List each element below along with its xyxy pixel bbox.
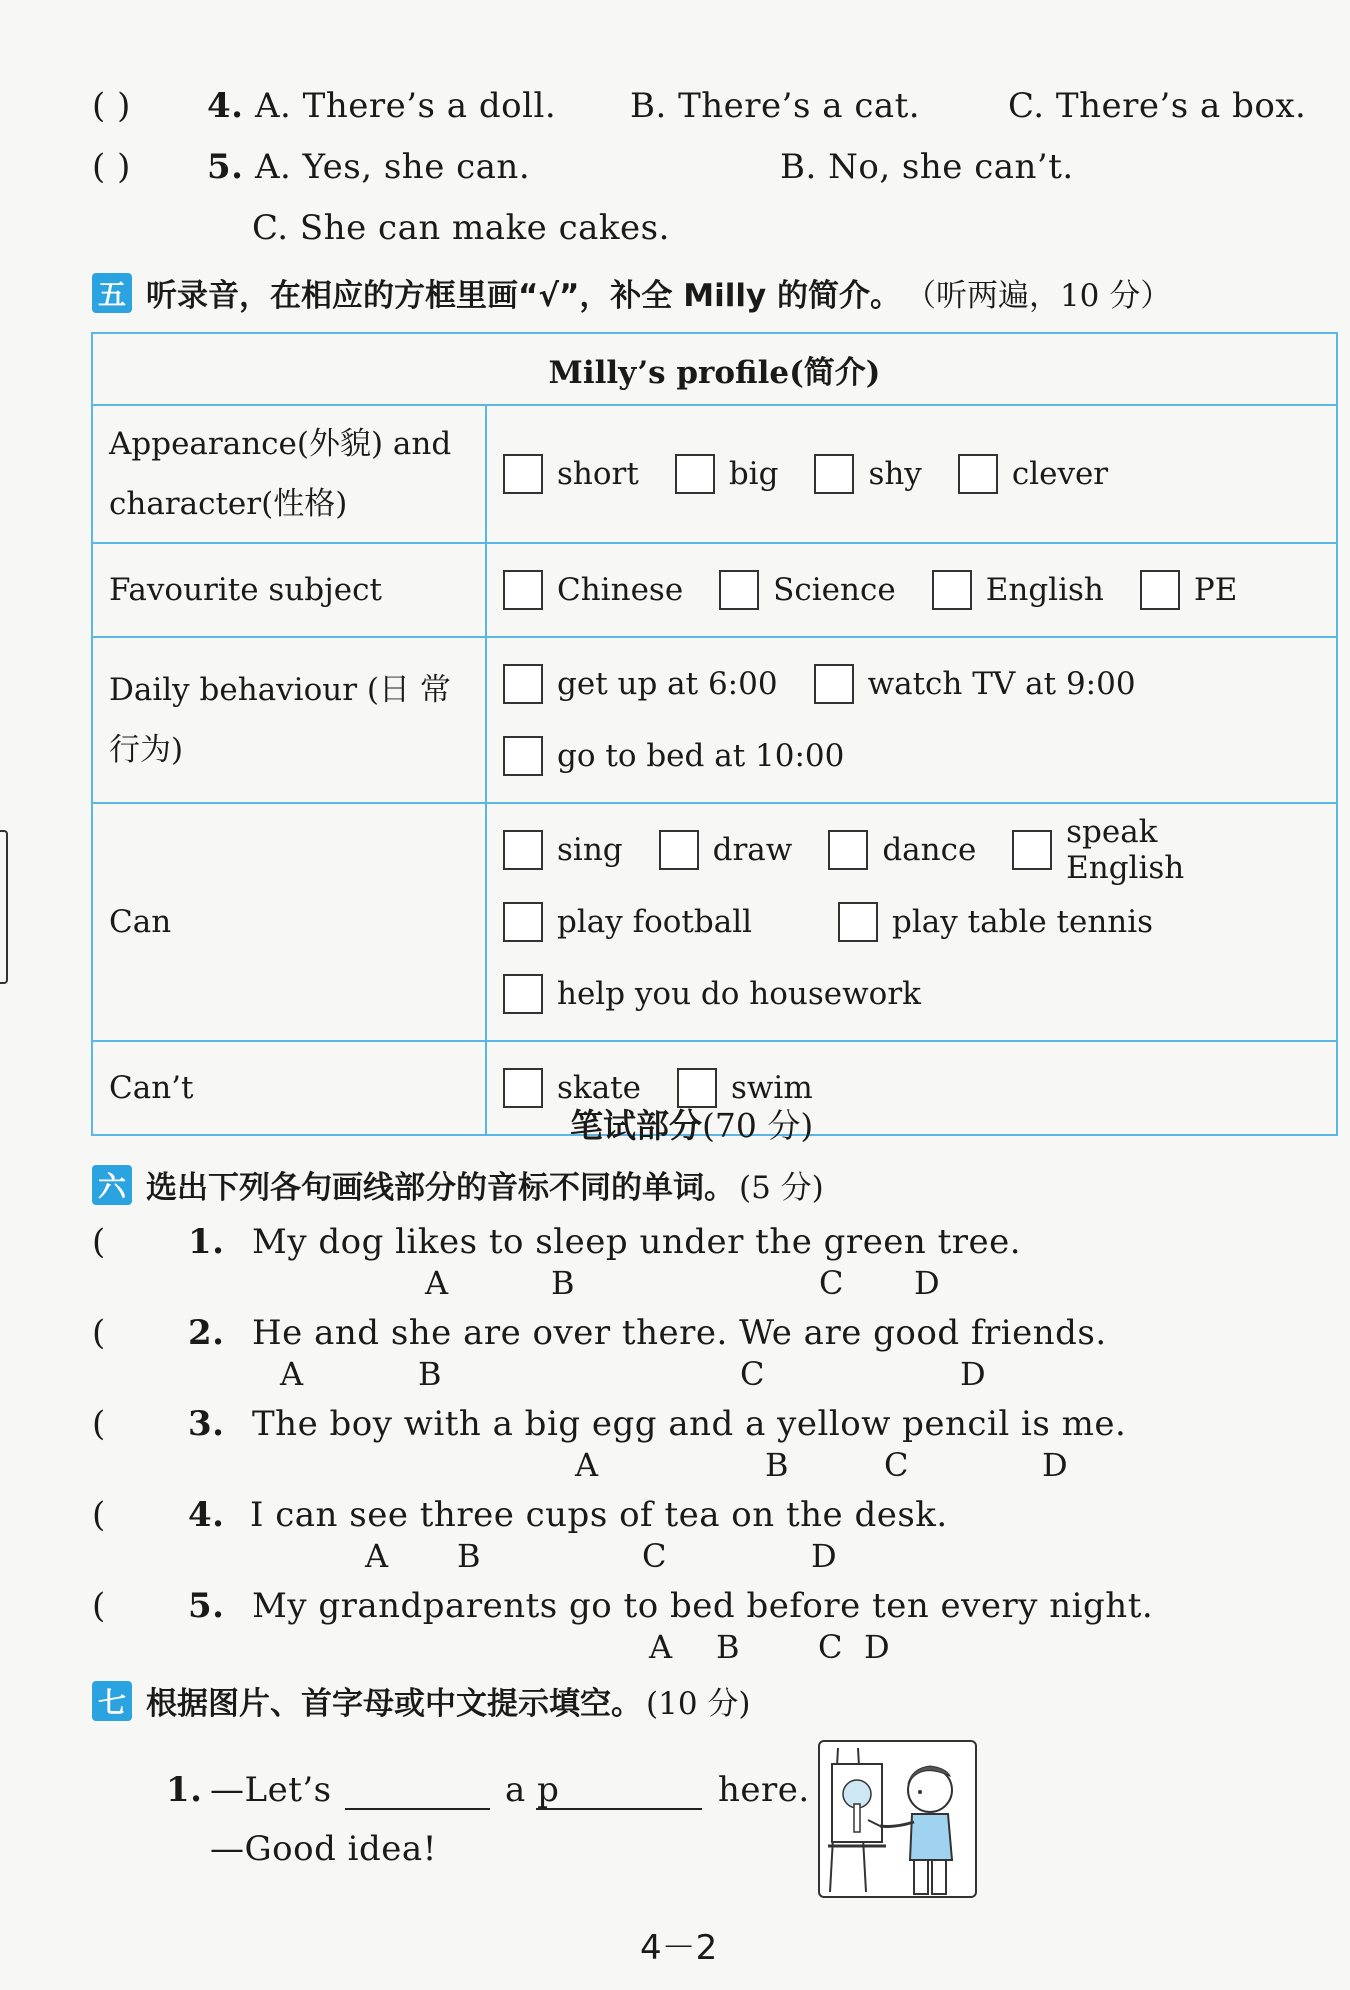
s7-q1-blank-1[interactable] bbox=[345, 1808, 490, 1810]
s6-q4-letter-a: A bbox=[365, 1537, 389, 1575]
s6-q3-sentence: The boy with a big egg and a yellow pencil is me. bbox=[252, 1404, 1127, 1444]
s7-q1-prompt-b: a p bbox=[505, 1770, 560, 1810]
question-5-option-b: B. No, she can’t. bbox=[780, 147, 1074, 187]
page-edge-tab bbox=[0, 830, 8, 984]
s6-q4-paren: ( bbox=[92, 1495, 106, 1535]
checkbox[interactable] bbox=[838, 902, 878, 942]
s6-q4-letter-c: C bbox=[642, 1537, 667, 1575]
s6-q2-letter-c: C bbox=[740, 1355, 765, 1393]
option-speak-english[interactable]: speak English bbox=[1012, 814, 1284, 886]
s6-q4-sentence: I can see three cups of tea on the desk. bbox=[250, 1495, 948, 1535]
option-help-housework[interactable]: help you do housework bbox=[503, 974, 921, 1014]
section-5-title: 听录音，在相应的方框里画“√”，补全 Milly 的简介。 bbox=[146, 278, 901, 314]
section-6-score: (5 分) bbox=[739, 1170, 824, 1206]
question-4-option-a: A. There’s a doll. bbox=[255, 86, 557, 126]
section-5-header bbox=[92, 270, 1171, 315]
checkbox[interactable] bbox=[1140, 570, 1180, 610]
row-cant-label: Can’t bbox=[92, 1041, 486, 1135]
option-sing[interactable]: sing bbox=[503, 830, 623, 870]
boy-painting-picture-icon bbox=[818, 1740, 977, 1898]
s6-q1-paren: ( bbox=[92, 1222, 106, 1262]
s6-q2-number: 2. bbox=[188, 1313, 225, 1353]
question-5-paren: ( ) bbox=[92, 147, 131, 187]
option-get-up[interactable]: get up at 6:00 bbox=[503, 664, 778, 704]
s6-q2-letter-a: A bbox=[280, 1355, 304, 1393]
page-number: 4－2 bbox=[640, 1928, 718, 1968]
s6-q4-number: 4. bbox=[188, 1495, 225, 1535]
s6-q3-letter-c: C bbox=[884, 1446, 909, 1484]
s7-q1-reply: —Good idea! bbox=[210, 1829, 437, 1869]
s6-q1-letter-d: D bbox=[914, 1264, 940, 1302]
section-7-title: 根据图片、首字母或中文提示填空。 bbox=[146, 1686, 642, 1722]
written-part-title: 笔试部分 bbox=[570, 1106, 702, 1145]
option-draw[interactable]: draw bbox=[659, 830, 793, 870]
checkbox[interactable] bbox=[814, 664, 854, 704]
s6-q5-letter-b: B bbox=[716, 1628, 740, 1666]
option-english[interactable]: English bbox=[932, 570, 1104, 610]
checkbox[interactable] bbox=[503, 902, 543, 942]
row-can-label: Can bbox=[92, 803, 486, 1041]
checkbox[interactable] bbox=[503, 830, 543, 870]
s6-q1-sentence: My dog likes to sleep under the green tree. bbox=[252, 1222, 1022, 1262]
option-science[interactable]: Science bbox=[719, 570, 896, 610]
option-play-football[interactable]: play football bbox=[503, 902, 752, 942]
section-6-header bbox=[92, 1162, 824, 1207]
s6-q1-letter-b: B bbox=[551, 1264, 575, 1302]
s6-q4-letter-d: D bbox=[811, 1537, 837, 1575]
checkbox[interactable] bbox=[814, 454, 854, 494]
checkbox[interactable] bbox=[503, 570, 543, 610]
s6-q1-letter-a: A bbox=[425, 1264, 449, 1302]
s6-q2-sentence: He and she are over there. We are good friends. bbox=[252, 1313, 1107, 1353]
section-5-score: （听两遍，10 分） bbox=[904, 278, 1172, 314]
written-part-heading bbox=[570, 1100, 813, 1147]
checkbox[interactable] bbox=[659, 830, 699, 870]
s6-q4-letter-b: B bbox=[457, 1537, 481, 1575]
question-4-number: 4. bbox=[207, 86, 244, 126]
option-dance[interactable]: dance bbox=[828, 830, 976, 870]
s6-q5-letter-d: D bbox=[864, 1628, 890, 1666]
section-7-score: (10 分) bbox=[646, 1686, 751, 1722]
s6-q2-letter-d: D bbox=[960, 1355, 986, 1393]
checkbox[interactable] bbox=[932, 570, 972, 610]
row-appearance-label: Appearance(外貌) and character(性格) bbox=[92, 405, 486, 543]
s6-q1-letter-c: C bbox=[819, 1264, 844, 1302]
s6-q2-letter-b: B bbox=[418, 1355, 442, 1393]
profile-table-title: Milly’s profile(简介) bbox=[92, 333, 1337, 405]
option-play-table-tennis[interactable]: play table tennis bbox=[838, 902, 1153, 942]
s7-q1-number: 1. bbox=[166, 1770, 203, 1810]
section-5-badge: 五 bbox=[92, 273, 132, 313]
s6-q2-paren: ( bbox=[92, 1313, 106, 1353]
section-7-badge: 七 bbox=[92, 1681, 132, 1721]
s6-q3-paren: ( bbox=[92, 1404, 106, 1444]
s6-q5-letter-a: A bbox=[649, 1628, 673, 1666]
question-5-option-a: A. Yes, she can. bbox=[255, 147, 531, 187]
row-subject-label: Favourite subject bbox=[92, 543, 486, 637]
section-6-title: 选出下列各句画线部分的音标不同的单词。 bbox=[146, 1170, 735, 1206]
option-chinese[interactable]: Chinese bbox=[503, 570, 683, 610]
s6-q3-letter-d: D bbox=[1042, 1446, 1068, 1484]
checkbox[interactable] bbox=[503, 454, 543, 494]
option-swim[interactable]: swim bbox=[677, 1068, 813, 1108]
option-pe[interactable]: PE bbox=[1140, 570, 1238, 610]
option-skate[interactable]: skate bbox=[503, 1068, 641, 1108]
checkbox[interactable] bbox=[503, 736, 543, 776]
checkbox[interactable] bbox=[503, 974, 543, 1014]
checkbox[interactable] bbox=[958, 454, 998, 494]
s6-q3-letter-b: B bbox=[765, 1446, 789, 1484]
checkbox[interactable] bbox=[828, 830, 868, 870]
s6-q5-letter-c: C bbox=[818, 1628, 843, 1666]
question-5-number: 5. bbox=[207, 147, 244, 187]
s6-q5-sentence: My grandparents go to bed before ten every night. bbox=[252, 1586, 1154, 1626]
section-6-badge: 六 bbox=[92, 1165, 132, 1205]
s7-q1-prompt-a: —Let’s bbox=[210, 1770, 332, 1810]
s6-q3-number: 3. bbox=[188, 1404, 225, 1444]
s6-q5-paren: ( bbox=[92, 1586, 106, 1626]
s7-q1-blank-2[interactable] bbox=[536, 1808, 702, 1810]
option-watch-tv[interactable]: watch TV at 9:00 bbox=[814, 664, 1136, 704]
option-big[interactable]: big bbox=[675, 454, 779, 494]
option-clever[interactable]: clever bbox=[958, 454, 1108, 494]
checkbox[interactable] bbox=[503, 664, 543, 704]
written-part-score: (70 分) bbox=[702, 1106, 814, 1145]
s6-q1-number: 1. bbox=[188, 1222, 225, 1262]
option-shy[interactable]: shy bbox=[814, 454, 921, 494]
checkbox[interactable] bbox=[503, 1068, 543, 1108]
row-behaviour-label: Daily behaviour (日 常 行为) bbox=[92, 637, 486, 803]
option-short[interactable]: short bbox=[503, 454, 639, 494]
checkbox[interactable] bbox=[675, 454, 715, 494]
s7-q1-prompt-c: here. bbox=[718, 1770, 810, 1810]
question-4-option-b: B. There’s a cat. bbox=[630, 86, 921, 126]
checkbox[interactable] bbox=[1012, 830, 1052, 870]
s6-q5-number: 5. bbox=[188, 1586, 225, 1626]
milly-profile-table bbox=[91, 332, 1338, 1136]
question-5-option-c: C. She can make cakes. bbox=[252, 208, 670, 248]
section-7-header bbox=[92, 1678, 751, 1723]
option-go-to-bed[interactable]: go to bed at 10:00 bbox=[503, 736, 844, 776]
checkbox[interactable] bbox=[719, 570, 759, 610]
question-4-option-c: C. There’s a box. bbox=[1008, 86, 1307, 126]
s6-q3-letter-a: A bbox=[575, 1446, 599, 1484]
question-4-paren: ( ) bbox=[92, 86, 131, 126]
